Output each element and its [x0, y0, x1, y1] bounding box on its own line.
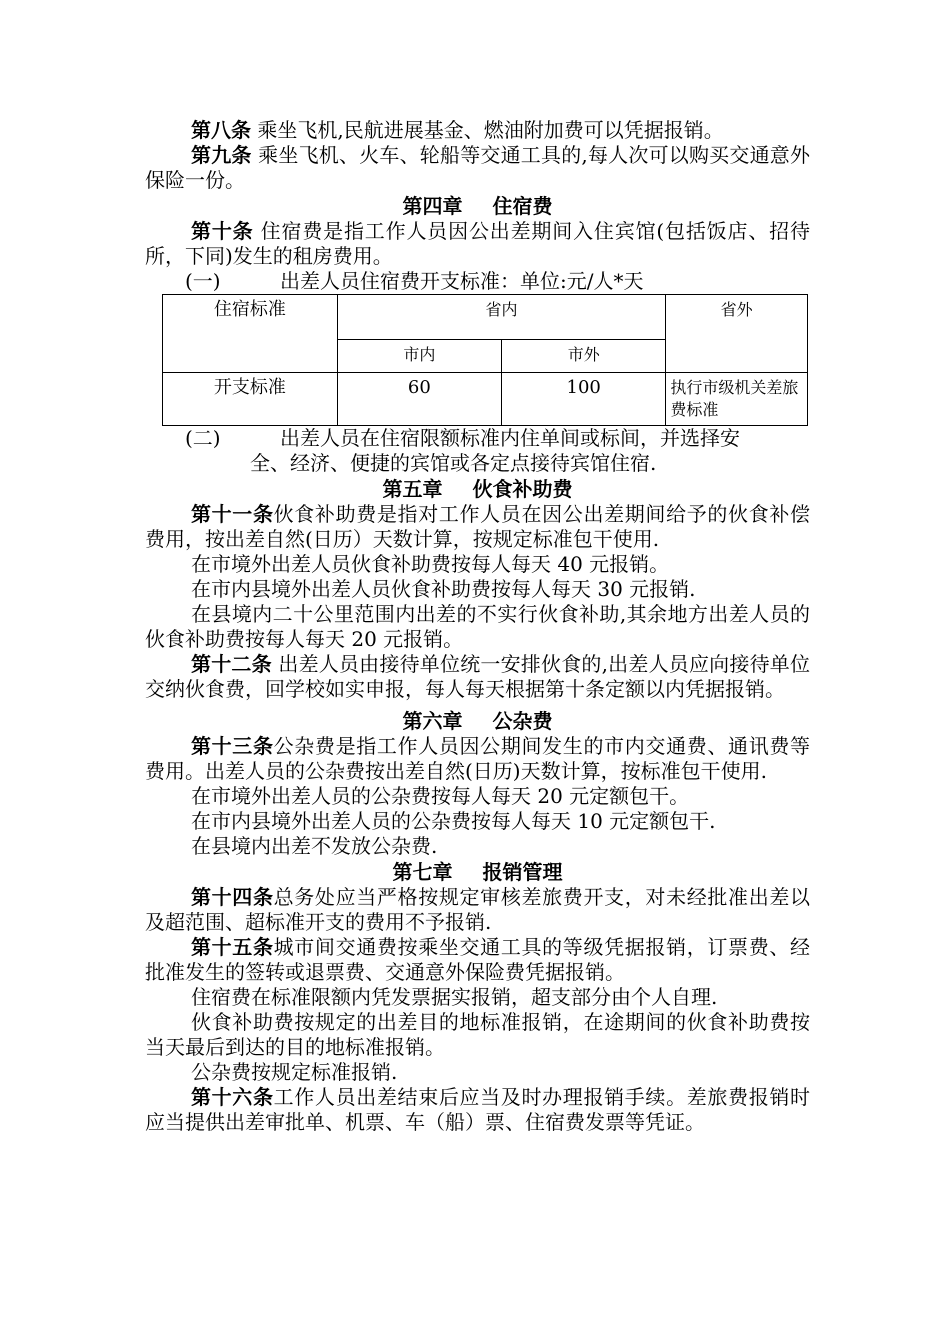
- list-item-2-line-2: 全、经济、便捷的宾馆或各定点接待宾馆住宿.: [250, 451, 657, 475]
- article-15-heading: 第十五条: [191, 935, 274, 959]
- table-header-in-province: 省内: [337, 295, 666, 340]
- chapter-4-number: 第四章: [402, 194, 463, 218]
- chapter-6-number: 第六章: [402, 709, 463, 733]
- table-cell-in-city: 60: [337, 373, 501, 426]
- chapter-7-heading: [145, 859, 810, 885]
- article-16-heading: 第十六条: [191, 1085, 274, 1109]
- article-9-text: 乘坐飞机、火车、轮船等交通工具的,每人次可以购买交通意外保险一份。: [145, 143, 810, 192]
- chapter-4-heading: [145, 193, 810, 219]
- table-cell-out-city: 100: [502, 373, 666, 426]
- article-15-text: 城市间交通费按乘坐交通工具的等级凭据报销，订票费、经批准发生的签转或退票费、交通意外保险费凭据报销。: [145, 935, 811, 984]
- paragraph: 公杂费按规定标准报销.: [191, 1060, 398, 1084]
- article-16: [145, 1085, 810, 1135]
- article-8: [145, 118, 810, 143]
- article-13: [145, 734, 810, 784]
- chapter-7-title: 报销管理: [482, 860, 563, 884]
- chapter-5-heading: [145, 476, 810, 502]
- table-header-out-city: 市外: [502, 340, 666, 373]
- table-header-out-province: 省外: [666, 295, 808, 373]
- article-11-text: 伙食补助费是指对工作人员在因公出差期间给予的伙食补偿费用，按出差自然(日历）天数计算，按规定标准包干使用.: [145, 502, 811, 551]
- list-item-1-text: 出差人员住宿费开支标准：单位:元/人*天: [280, 269, 644, 293]
- paragraph: 在市境外出差人员伙食补助费按每人每天 40 元报销。: [191, 552, 670, 576]
- table-row-label: 开支标准: [163, 373, 338, 426]
- article-12: [145, 652, 810, 702]
- article-15: [145, 935, 810, 985]
- document-page: [145, 118, 810, 1135]
- chapter-6-heading: [145, 708, 810, 734]
- list-item-2-line-1: 出差人员在住宿限额标准内住单间或标间，并选择安: [280, 426, 740, 450]
- article-10-text: 住宿费是指工作人员因公出差期间入住宾馆(包括饭店、招待所，下同)发生的租房费用。: [145, 219, 810, 268]
- article-9-heading: 第九条: [191, 143, 252, 167]
- paragraph: 在市内县境外出差人员的公杂费按每人每天 10 元定额包干.: [191, 809, 716, 833]
- article-8-heading: 第八条: [191, 118, 251, 142]
- article-10-heading: 第十条: [191, 219, 254, 243]
- table-cell-out-province: 执行市级机关差旅费标准: [666, 373, 808, 426]
- chapter-7-number: 第七章: [392, 860, 453, 884]
- paragraph: 住宿费在标准限额内凭发票据实报销，超支部分由个人自理.: [191, 985, 718, 1009]
- article-14-heading: 第十四条: [191, 885, 274, 909]
- article-10: [145, 219, 810, 269]
- article-12-heading: 第十二条: [191, 652, 272, 676]
- chapter-5-title: 伙食补助费: [472, 477, 573, 501]
- chapter-5-number: 第五章: [382, 477, 443, 501]
- lodging-standard-table: [162, 294, 808, 426]
- table-header-label: 住宿标准: [163, 295, 338, 373]
- paragraph: 在县境内二十公里范围内出差的不实行伙食补助,其余地方出差人员的伙食补助费按每人每天 20 元报销。: [145, 602, 810, 651]
- article-14-text: 总务处应当严格按规定审核差旅费开支，对未经批准出差以及超范围、超标准开支的费用不予报销.: [145, 885, 811, 934]
- paragraph: 在市境外出差人员的公杂费按每人每天 20 元定额包干。: [191, 784, 690, 808]
- list-item-1: [145, 269, 810, 294]
- table-header-in-city: 市内: [337, 340, 501, 373]
- article-11-heading: 第十一条: [191, 502, 274, 526]
- paragraph: 在县境内出差不发放公杂费.: [191, 834, 438, 858]
- article-16-text: 工作人员出差结束后应当及时办理报销手续。差旅费报销时应当提供出差审批单、机票、车（船）票、住宿费发票等凭证。: [145, 1085, 811, 1134]
- article-9: [145, 143, 810, 193]
- list-item-2: [145, 426, 810, 476]
- chapter-4-title: 住宿费: [492, 194, 553, 218]
- article-8-text: 乘坐飞机,民航进展基金、燃油附加费可以凭据报销。: [251, 118, 724, 142]
- article-11: [145, 502, 810, 552]
- paragraph: 伙食补助费按规定的出差目的地标准报销，在途期间的伙食补助费按当天最后到达的目的地标准报销。: [145, 1010, 810, 1059]
- chapter-6-title: 公杂费: [492, 709, 553, 733]
- list-item-2-marker: (二): [185, 426, 221, 450]
- article-12-text: 出差人员由接待单位统一安排伙食的,出差人员应向接待单位交纳伙食费，回学校如实申报，每人每天根据第十条定额以内凭据报销。: [145, 652, 810, 701]
- paragraph: 在市内县境外出差人员伙食补助费按每人每天 30 元报销.: [191, 577, 696, 601]
- list-item-1-marker: (一): [185, 269, 221, 293]
- article-13-text: 公杂费是指工作人员因公期间发生的市内交通费、通讯费等费用。出差人员的公杂费按出差自然(日历)天数计算，按标准包干使用.: [145, 734, 811, 783]
- article-14: [145, 885, 810, 935]
- article-13-heading: 第十三条: [191, 734, 274, 758]
